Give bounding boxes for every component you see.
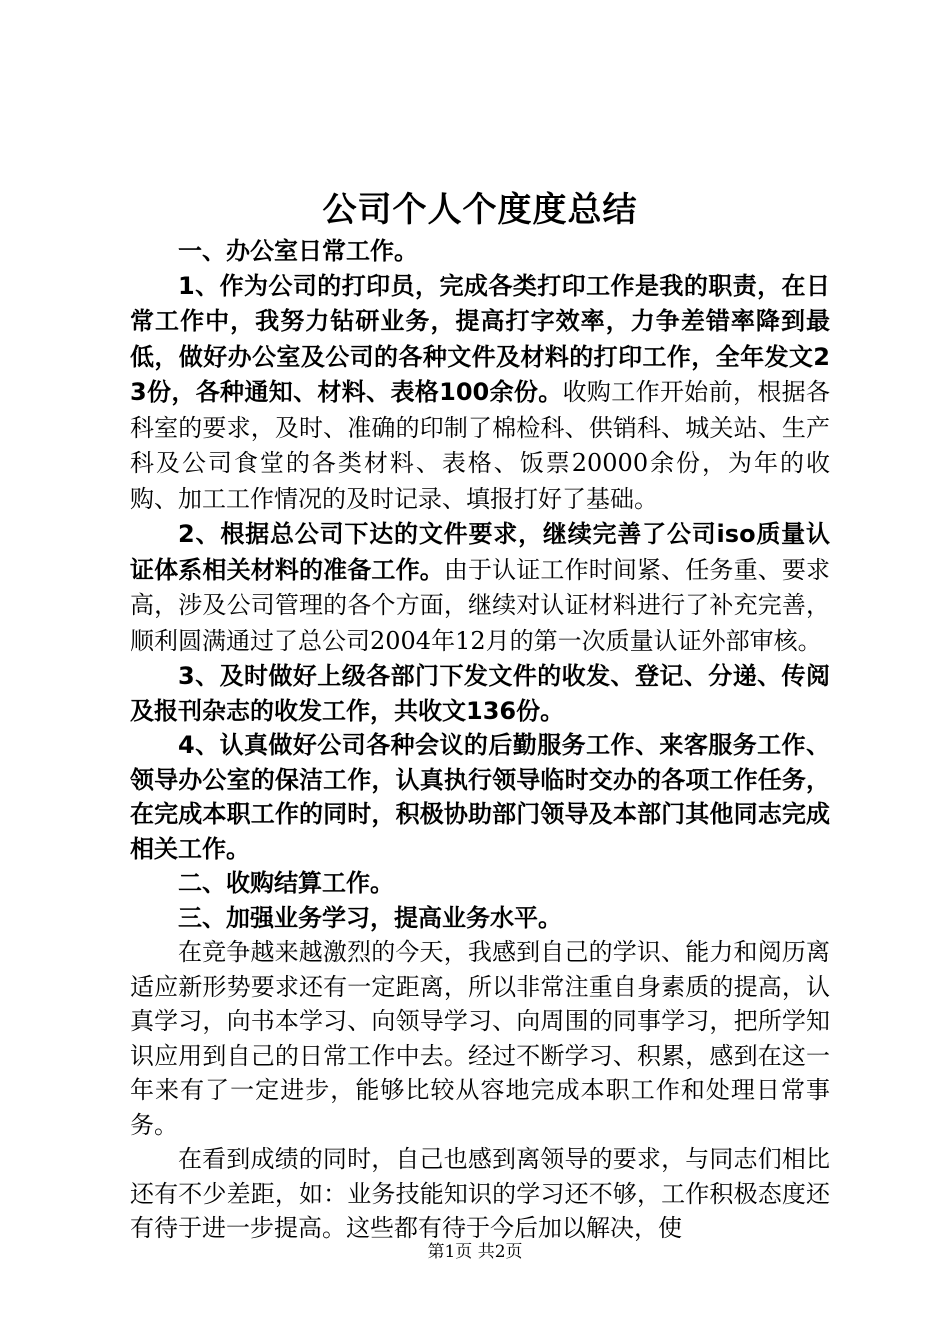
paragraph-item-2-lead: 2、根据总公司下达的文件要求，继续完善了公司iso质量认证体系相关材料的准备工作。 <box>130 520 830 584</box>
paragraph-study: 在竞争越来越激烈的今天，我感到自己的学识、能力和阅历离适应新形势要求还有一定距离，所以非常注重自身素质的提高，认真学习，向书本学习、向领导学习、向周围的同事学习，把所学知识应用到自己的日常工作中去。经过不断学习、积累，感到在这一年来有了一定进步，能够比较从容地完成本职工作和处理日常事务。 <box>130 938 830 1139</box>
document-body <box>130 190 830 1246</box>
paragraph-item-2 <box>130 517 830 659</box>
paragraph-item-1-rest: 收购工作开始前，根据各科室的要求，及时、准确的印制了棉检科、供销科、城关站、生产科及公司食堂的各类材料、表格、饭票20000余份，为年的收购、加工工作情况的及时记录、填报打好了基础。 <box>130 378 831 513</box>
section-heading-office: 一、办公室日常工作。 <box>178 237 418 265</box>
document-title: 公司个人个度度总结 <box>322 190 638 230</box>
paragraph-item-4: 4、认真做好公司各种会议的后勤服务工作、来客服务工作、领导办公室的保洁工作，认真执行领导临时交办的各项工作任务，在完成本职工作的同时，积极协助部门领导及本部门其他同志完成相关工作。 <box>130 731 830 863</box>
paragraph-item-3: 3、及时做好上级各部门下发文件的收发、登记、分递、传阅及报刊杂志的收发工作，共收文136份。 <box>130 662 830 725</box>
paragraph-shortcomings: 在看到成绩的同时，自己也感到离领导的要求，与同志们相比还有不少差距，如：业务技能知识的学习还不够，工作积极态度还有待于进一步提高。这些都有待于今后加以解决，使 <box>130 1145 830 1242</box>
section-heading-settlement: 二、收购结算工作。 <box>178 869 394 897</box>
paragraph-item-1-lead: 1、作为公司的打印员，完成各类打印工作是我的职责，在日常工作中，我努力钻研业务，提高打字效率，力争差错率降到最低，做好办公室及公司的各种文件及材料的打印工作，全年发文23份，各种通知、材料、表格100余份。 <box>130 271 830 406</box>
paragraph-item-2-rest: 由于认证工作时间紧、任务重、要求高，涉及公司管理的各个方面，继续对认证材料进行了补充完善，顺利圆满通过了总公司2004年12月的第一次质量认证外部审核。 <box>130 555 831 655</box>
paragraph-item-1 <box>130 269 830 518</box>
section-heading-study: 三、加强业务学习，提高业务水平。 <box>178 903 562 932</box>
page-number-footer: 第1页 共2页 <box>427 1242 523 1262</box>
